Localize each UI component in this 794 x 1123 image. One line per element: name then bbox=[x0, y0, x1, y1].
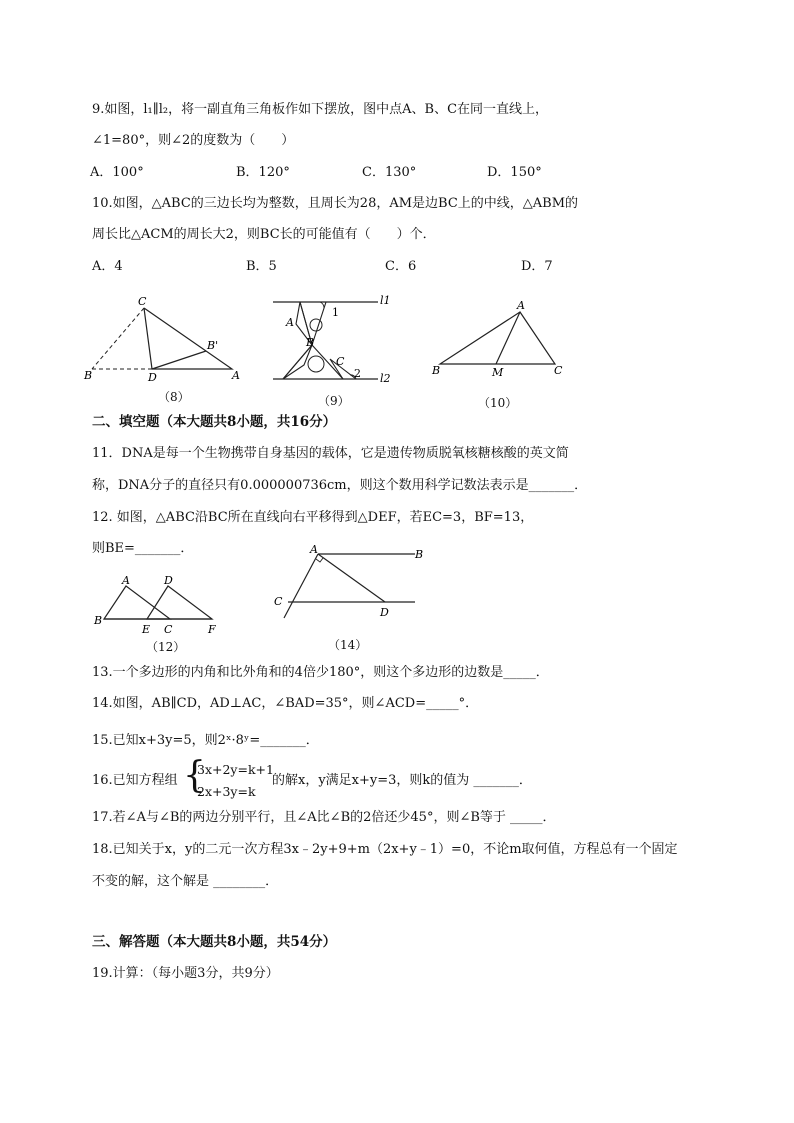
fig14-caption: （14） bbox=[328, 638, 368, 652]
q9-option-a: A．100° bbox=[90, 165, 144, 180]
fig9-label-b: B bbox=[306, 336, 315, 349]
figure-14 bbox=[270, 543, 424, 628]
q16-equation-2: 2x+3y=k bbox=[197, 784, 256, 799]
fig12-label-d: D bbox=[164, 574, 173, 587]
fig9-label-c: C bbox=[336, 355, 345, 368]
fig8-caption: （8） bbox=[158, 390, 190, 404]
q12-text-line1: 12. 如图，△ABC沿BC所在直线向右平移得到△DEF，若EC=3，BF=13， bbox=[92, 510, 534, 525]
q10-option-a: A．4 bbox=[92, 259, 123, 274]
fig12-label-b: B bbox=[94, 614, 103, 627]
q10-text-line2: 周长比△ACM的周长大2，则BC长的可能值有（ ）个． bbox=[92, 227, 436, 242]
fig9-label-angle1: 1 bbox=[332, 306, 339, 319]
q9-text-line2: ∠1=80°，则∠2的度数为（ ） bbox=[92, 133, 295, 148]
q10-option-d: D．7 bbox=[521, 259, 553, 274]
figure-9 bbox=[268, 292, 398, 391]
fig9-label-angle2: 2 bbox=[354, 367, 361, 380]
fig14-label-a: A bbox=[310, 543, 318, 556]
q14-text: 14.如图，AB∥CD，AD⊥AC，∠BAD=35°，则∠ACD=_____°． bbox=[92, 696, 479, 711]
q11-text-line1: 11．DNA是每一个生物携带自身基因的载体，它是遗传物质脱氧核糖核酸的英文简 bbox=[92, 446, 569, 461]
fig9-label-l2: l2 bbox=[380, 372, 391, 385]
fig8-label-c: C bbox=[138, 295, 147, 308]
q17-text: 17.若∠A与∠B的两边分别平行，且∠A比∠B的2倍还少45°，则∠B等于 _____． bbox=[92, 810, 556, 825]
fig12-label-a: A bbox=[122, 574, 130, 587]
q9-option-c: C．130° bbox=[362, 165, 417, 180]
q16-suffix: 的解x，y满足x+y=3，则k的值为 _______． bbox=[272, 773, 532, 788]
fig14-label-c: C bbox=[274, 595, 283, 608]
q18-text-line2: 不变的解，这个解是 ________． bbox=[92, 874, 279, 889]
fig12-caption: （12） bbox=[146, 640, 186, 654]
q9-option-d: D．150° bbox=[487, 165, 542, 180]
q10-option-b: B．5 bbox=[246, 259, 277, 274]
figure-12 bbox=[92, 574, 232, 640]
fig8-label-bprime: B' bbox=[207, 339, 219, 352]
q9-option-b: B．120° bbox=[236, 165, 290, 180]
q12-text-line2: 则BE=_______． bbox=[92, 541, 194, 556]
fig8-label-d: D bbox=[148, 371, 157, 384]
fig10-label-c: C bbox=[554, 364, 563, 377]
fig10-label-b: B bbox=[432, 364, 441, 377]
fig12-label-e: E bbox=[142, 623, 151, 636]
fig8-label-b: B bbox=[84, 369, 93, 382]
fig9-caption: （9） bbox=[318, 394, 350, 408]
section2-heading: 二、填空题（本大题共8小题，共16分） bbox=[92, 414, 337, 430]
q15-text: 15.已知x+3y=5，则2ˣ·8ʸ=_______． bbox=[92, 733, 319, 748]
fig12-label-f: F bbox=[208, 623, 216, 636]
q16-brace: { bbox=[183, 755, 206, 796]
figure-10 bbox=[430, 300, 575, 389]
q19-text: 19.计算：（每小题3分，共9分） bbox=[92, 966, 279, 981]
q13-text: 13.一个多边形的内角和比外角和的4倍少180°，则这个多边形的边数是_____． bbox=[92, 665, 549, 680]
fig10-caption: （10） bbox=[478, 396, 518, 410]
q11-text-line2: 称，DNA分子的直径只有0.000000736cm，则这个数用科学记数法表示是_______． bbox=[92, 478, 588, 493]
fig9-label-l1: l1 bbox=[380, 294, 391, 307]
q9-text-line1: 9.如图，l₁∥l₂，将一副直角三角板作如下摆放，图中点A、B、C在同一直线上， bbox=[92, 102, 549, 117]
section3-heading: 三、解答题（本大题共8小题，共54分） bbox=[92, 934, 337, 950]
q16-prefix: 16.已知方程组 bbox=[92, 773, 178, 788]
q16-equation-1: 3x+2y=k+1 bbox=[197, 762, 274, 777]
fig14-label-d: D bbox=[380, 606, 389, 619]
fig9-label-a: A bbox=[286, 316, 294, 329]
fig12-label-c: C bbox=[164, 623, 173, 636]
q10-option-c: C．6 bbox=[385, 259, 417, 274]
fig10-label-m: M bbox=[492, 366, 504, 379]
fig10-label-a: A bbox=[517, 299, 525, 312]
q18-text-line1: 18.已知关于x，y的二元一次方程3x﹣2y+9+m（2x+y﹣1）=0，不论m取何值，方程总有一个固定 bbox=[92, 842, 678, 857]
fig14-label-b: B bbox=[415, 548, 424, 561]
fig8-label-a: A bbox=[232, 369, 240, 382]
q10-text-line1: 10.如图，△ABC的三边长均为整数，且周长为28，AM是边BC上的中线，△ABM的 bbox=[92, 196, 579, 211]
